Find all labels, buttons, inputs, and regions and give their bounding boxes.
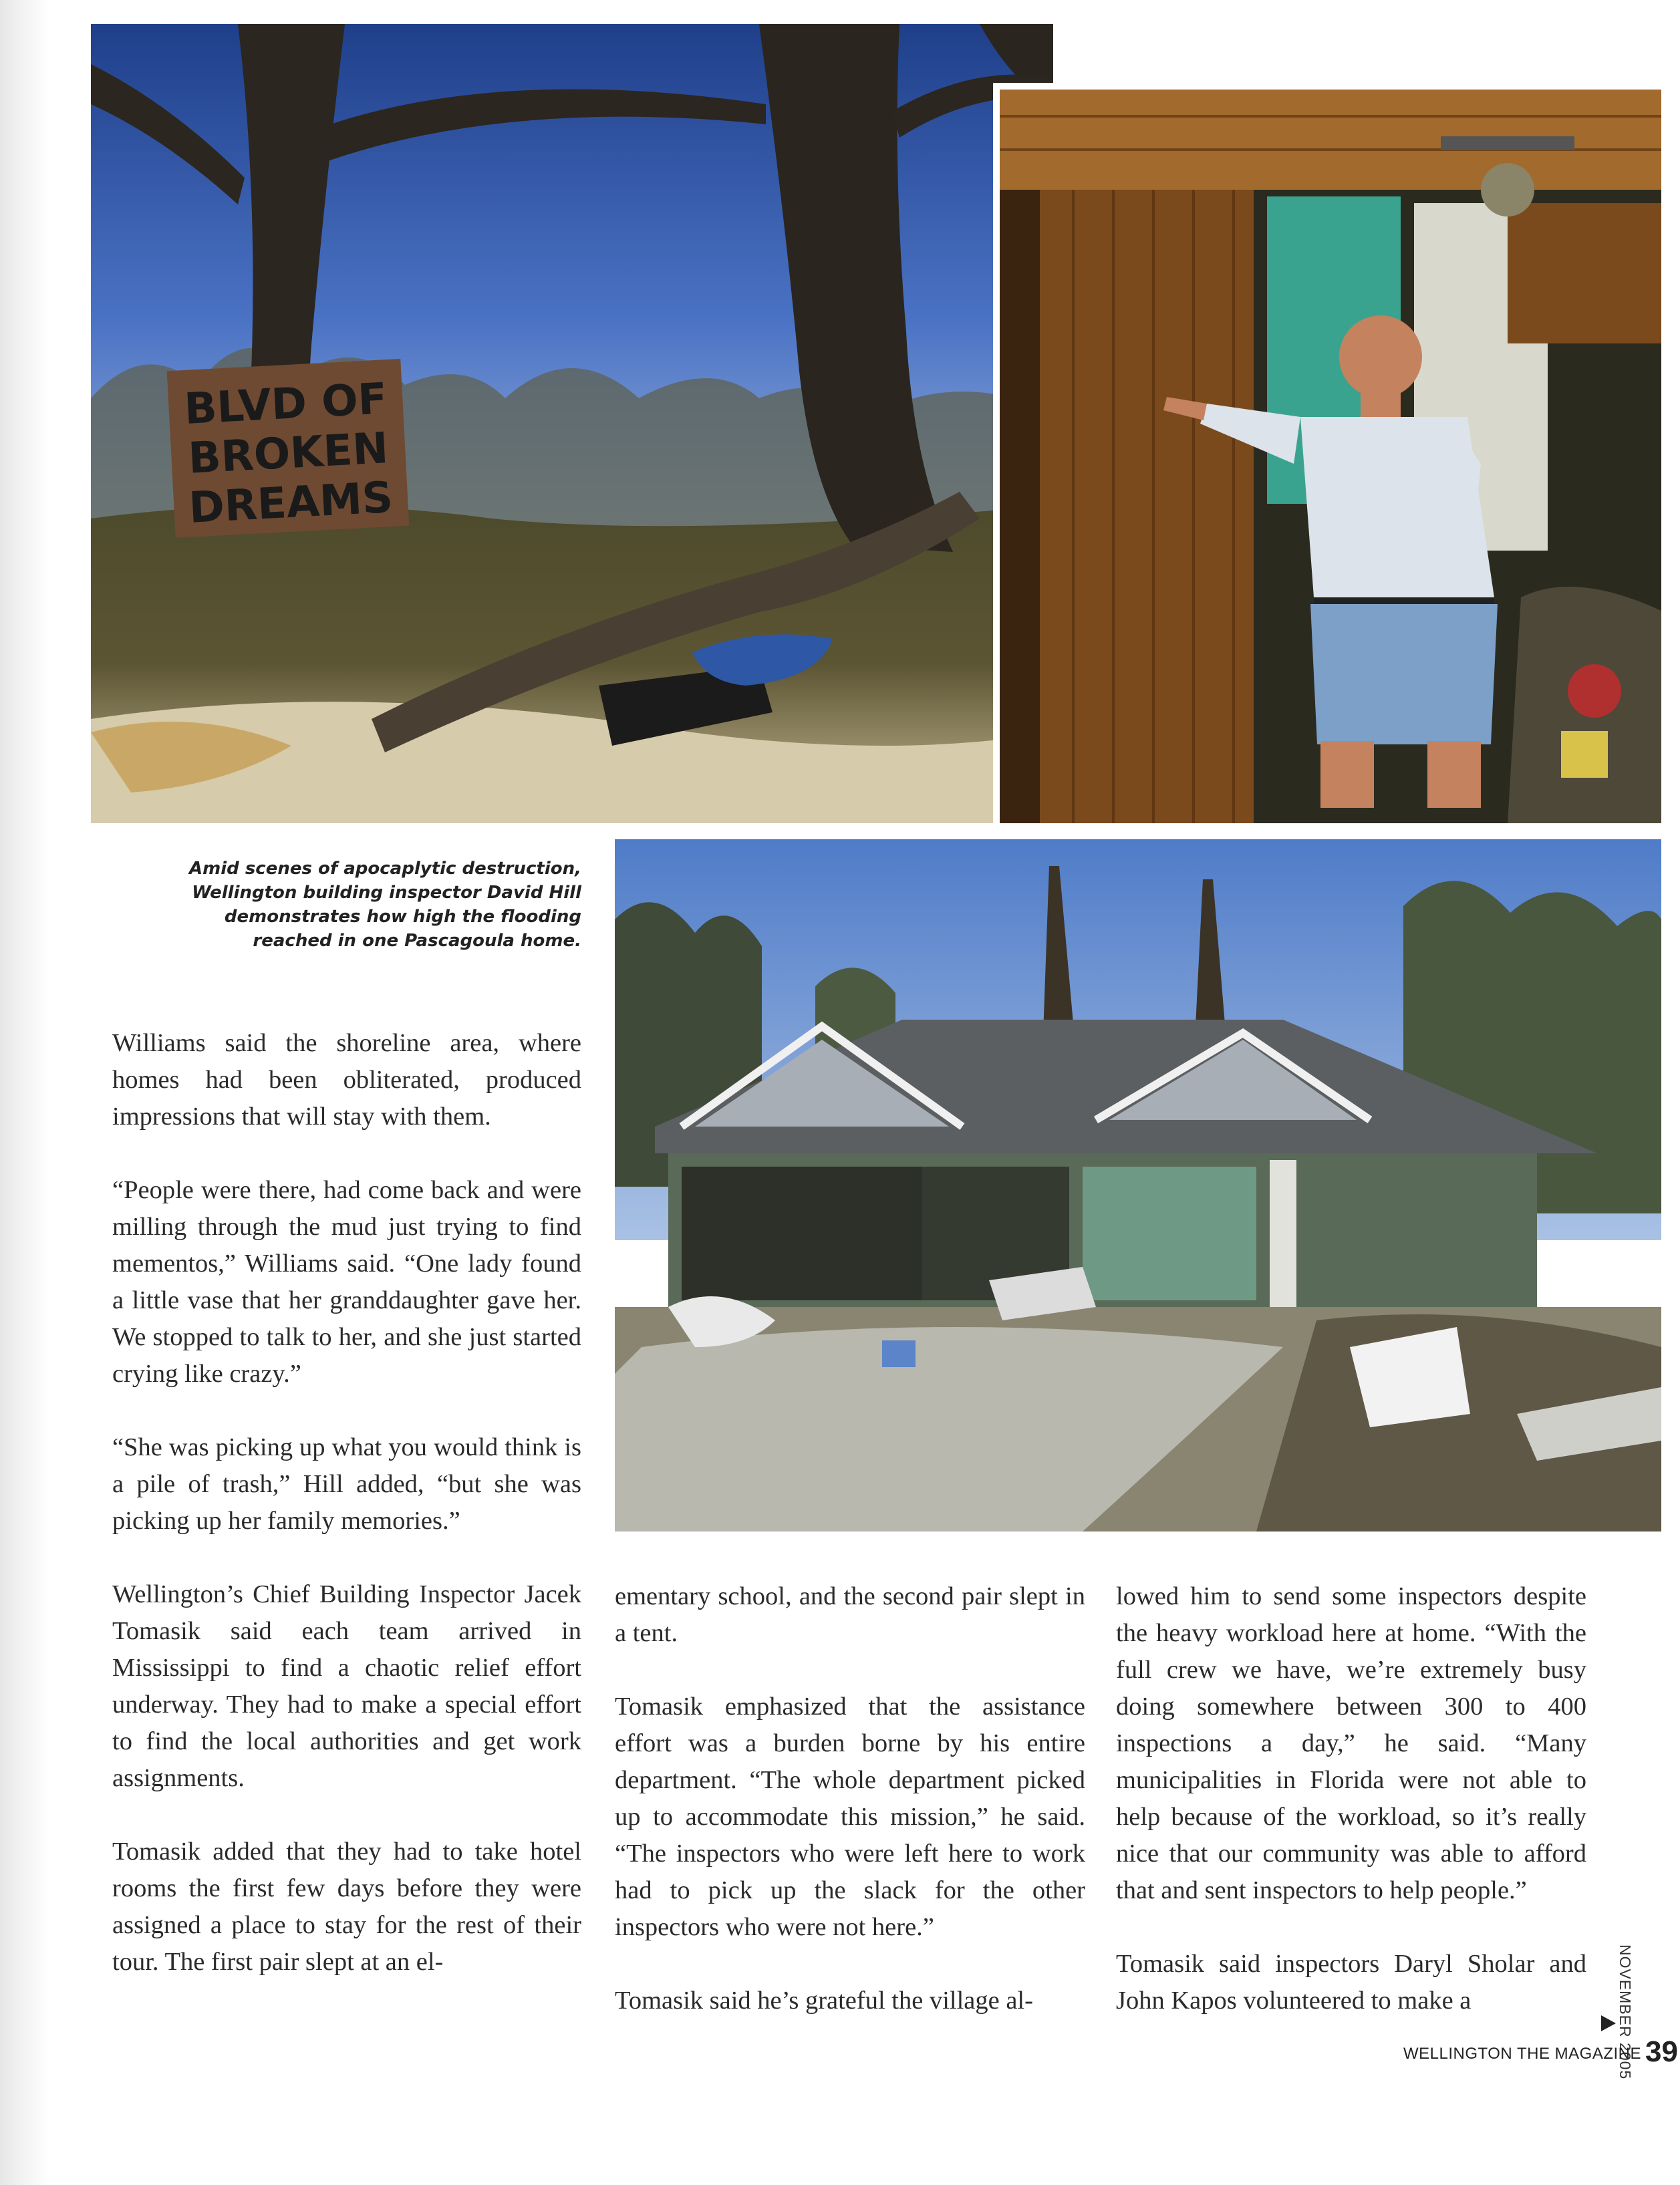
article-paragraph: lowed him to send some inspectors despite the heavy workload here at home. “With the full crew we have, we’re extremely busy doing somewhere between 300 to 400 inspections a day,” he said. “Many municipalities in Florida were not able to help because of the workload, so it’s really nice that our community was able to afford that and sent inspectors to help people.”	[1116, 1582, 1586, 1904]
article-paragraph: Tomasik emphasized that the assistance effort was a burden borne by his entire department. “The whole department picked up to accommodate this mission,” he said. “The inspectors who were left here to work had to pick up the slack for the other inspectors who were not here.”	[615, 1693, 1085, 1941]
article-paragraph: “She was picking up what you would think is a pile of trash,” Hill added, “but she was picking up her family memories.”	[112, 1433, 581, 1535]
article-paragraph: “People were there, had come back and were milling through the mud just trying to find mementos,” Williams said. “One lady found a little vase that her granddaughter gave her. We stopped to talk to her, and she just started crying like crazy.”	[112, 1176, 581, 1388]
article-column-3	[1116, 1578, 1586, 2019]
sign-text-line1: BLVD OF	[182, 374, 389, 434]
caption-line: Wellington building inspector David Hill	[192, 883, 581, 903]
sign-text-line3: DREAMS	[187, 472, 394, 533]
photo-damaged-house	[615, 839, 1661, 1532]
magazine-name: WELLINGTON THE MAGAZINE	[1403, 2045, 1641, 2063]
sign-text-line2: BROKEN	[187, 424, 390, 484]
article-column-1	[112, 1025, 581, 1981]
photo-caption	[154, 857, 581, 953]
article-paragraph: Tomasik said inspectors Daryl Sholar and John Kapos volunteered to make a	[1116, 1950, 1586, 2015]
caption-line: demonstrates how high the flooding	[224, 907, 581, 927]
article-paragraph: Williams said the shoreline area, where homes had been obliterated, produced impressions that will stay with them.	[112, 1029, 581, 1131]
continue-arrow-icon	[1601, 2015, 1616, 2031]
article-paragraph: ementary school, and the second pair slept in a tent.	[615, 1582, 1085, 1647]
photo-oak-trees-sign	[91, 24, 1053, 823]
issue-date: NOVEMBER 2005	[1617, 1944, 1634, 2080]
caption-line: reached in one Pascagoula home.	[253, 931, 581, 951]
article-paragraph: Tomasik said he’s grateful the village al-	[615, 1987, 1033, 2015]
page-footer	[1403, 2035, 1678, 2069]
article-column-2	[615, 1578, 1085, 2019]
article-paragraph: Wellington’s Chief Building Inspector Jacek Tomasik said each team arrived in Mississippi to find a chaotic relief effort underway. They had to make a special effort to find the local authorities and get work assignments.	[112, 1580, 581, 1792]
caption-line: Amid scenes of apocaplytic destruction,	[189, 859, 581, 879]
photo-inspector-flooded-room	[1000, 90, 1661, 823]
page-number: 39	[1645, 2035, 1678, 2068]
page-edge-shadow	[0, 0, 49, 2185]
article-paragraph: Tomasik added that they had to take hotel rooms the first few days before they were assigned a place to stay for the rest of their tour. The first pair slept at an el-	[112, 1838, 581, 1976]
